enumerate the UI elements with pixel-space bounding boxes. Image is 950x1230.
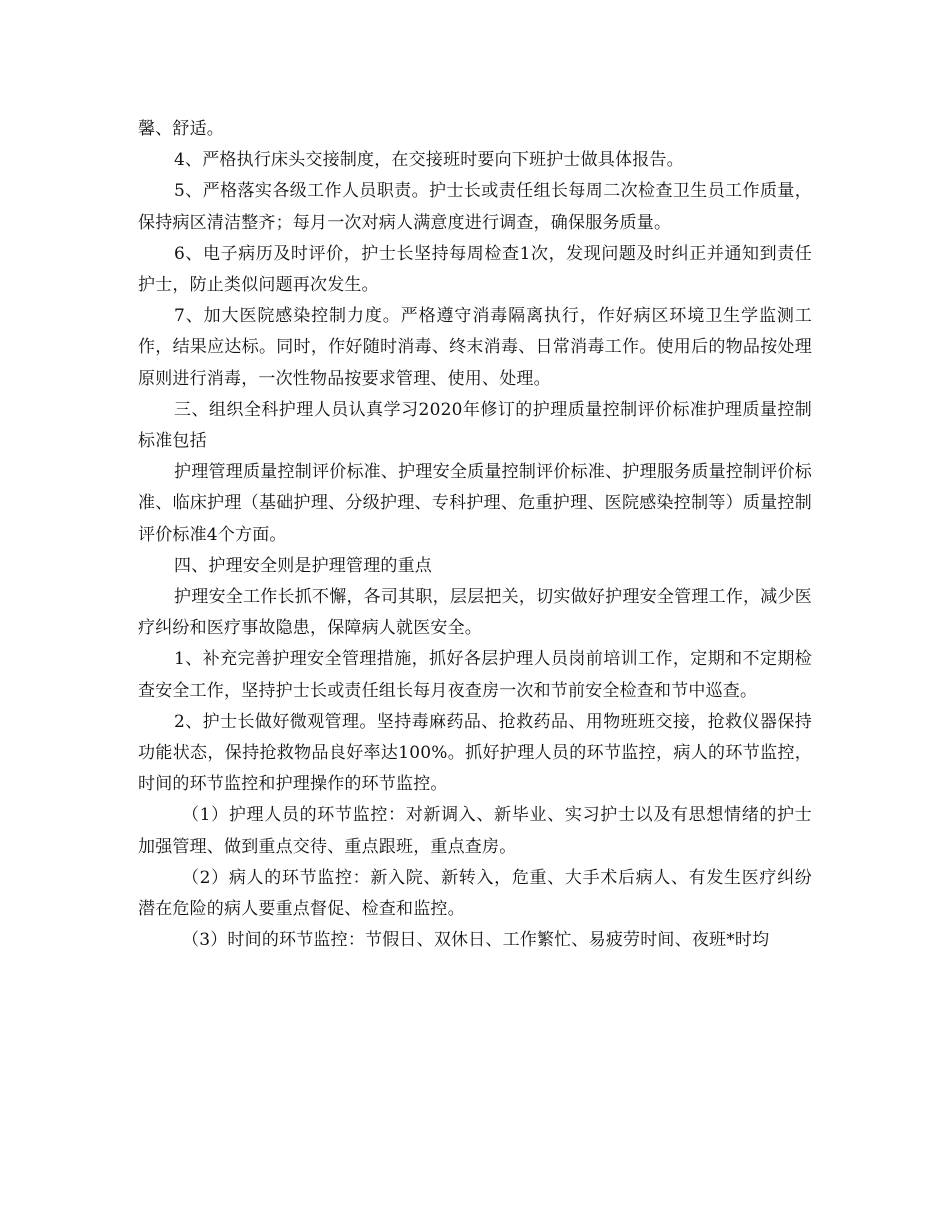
paragraph-safety-item-2: 2、护士长做好微观管理。坚持毒麻药品、抢救药品、用物班班交接，抢救仪器保持功能状态，保持抢救物品良好率达100%。抓好护理人员的环节监控，病人的环节监控，时间的环节监控和护理操作的环节监控。 (138, 711, 812, 795)
paragraph-safety-intro: 护理安全工作长抓不懈，各司其职，层层把关，切实做好护理安全管理工作，减少医疗纠纷和医疗事故隐患，保障病人就医安全。 (138, 587, 812, 639)
paragraph-item-5: 5、严格落实各级工作人员职责。护士长或责任组长每周二次检查卫生员工作质量，保持病区清洁整齐；每月一次对病人满意度进行调查，确保服务质量。 (138, 181, 812, 233)
paragraph-subitem-1: （1）护理人员的环节监控：对新调入、新毕业、实习护士以及有思想情绪的护士加强管理、做到重点交待、重点跟班，重点查房。 (138, 805, 812, 857)
paragraph-item-4: 4、严格执行床头交接制度，在交接班时要向下班护士做具体报告。 (174, 150, 684, 171)
section-heading-4: 四、护理安全则是护理管理的重点 (174, 555, 432, 576)
paragraph-subitem-2: （2）病人的环节监控：新入院、新转入，危重、大手术后病人、有发生医疗纠纷潜在危险的病人要重点督促、检查和监控。 (138, 867, 812, 920)
paragraph-item-6: 6、电子病历及时评价，护士长坚持每周检查1次，发现问题及时纠正并通知到责任护士，防止类似问题再次发生。 (138, 243, 812, 296)
section-heading-3: 三、组织全科护理人员认真学习2020年修订的护理质量控制评价标准护理质量控制标准包括 (138, 399, 812, 452)
paragraph-safety-item-1: 1、补充完善护理安全管理措施，抓好各层护理人员岗前培训工作，定期和不定期检查安全工作，坚持护士长或责任组长每月夜查房一次和节前安全检查和节中巡查。 (138, 649, 812, 701)
paragraph-standards: 护理管理质量控制评价标准、护理安全质量控制评价标准、护理服务质量控制评价标准、临床护理（基础护理、分级护理、专科护理、危重护理、医院感染控制等）质量控制评价标准4个方面。 (138, 462, 812, 545)
paragraph-continuation: 馨、舒适。 (138, 119, 224, 139)
paragraph-subitem-3: （3）时间的环节监控：节假日、双休日、工作繁忙、易疲劳时间、夜班*时均 (182, 930, 770, 951)
paragraph-item-7: 7、加大医院感染控制力度。严格遵守消毒隔离执行，作好病区环境卫生学监测工作，结果应达标。同时，作好随时消毒、终末消毒、日常消毒工作。使用后的物品按处理原则进行消毒，一次性物品按要求管理、使用、处理。 (138, 306, 812, 389)
document-body (138, 114, 812, 956)
